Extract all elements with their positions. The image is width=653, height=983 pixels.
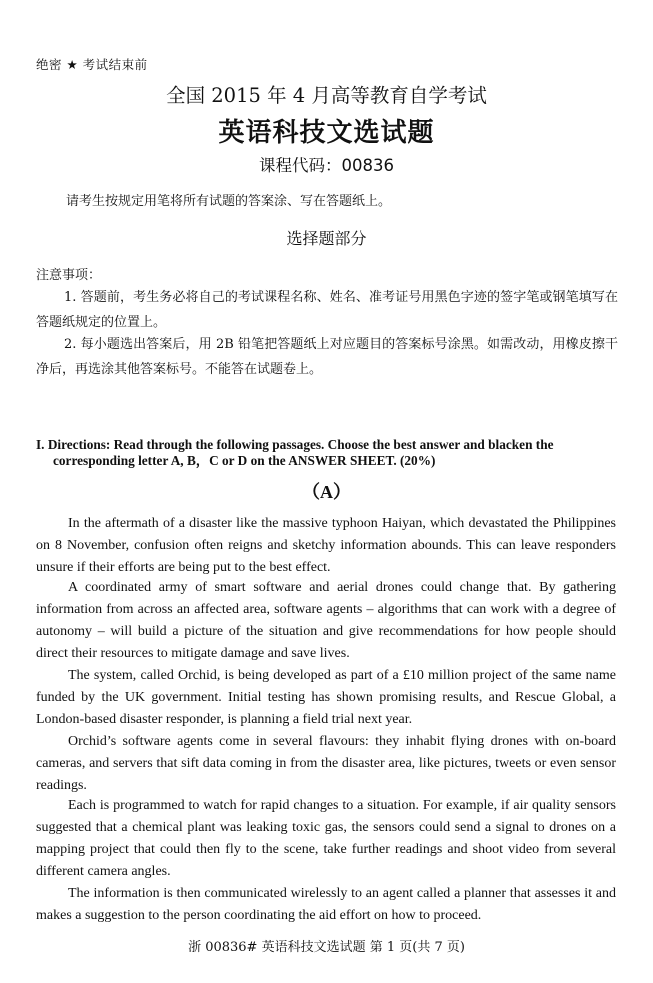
section-title: 选择题部分	[286, 229, 367, 248]
answer-instruction: 请考生按规定用笔将所有试题的答案涂、写在答题纸上。	[66, 194, 392, 209]
directions-line-2: corresponding letter A, B，C or D on the ANSWER SHEET. (20%)	[53, 453, 436, 468]
confidential-label: 绝密 ★ 考试结束前	[36, 57, 148, 72]
subject-title: 英语科技文选试题	[218, 118, 435, 148]
passage-label: （A）	[302, 482, 351, 502]
passage-paragraph-2: A coordinated army of smart software and aerial drones could change that. By gathering information from across an affected area, software agents – algorithms that can work with a degree of autonomy – will build a picture of the situation and give recommendations for how people should direct their resources to mitigate damage and save lives.	[36, 580, 616, 661]
directions	[36, 437, 626, 469]
passage-paragraph-1: In the aftermath of a disaster like the massive typhoon Haiyan, which devastated the Philippines on 8 November, confusion often reigns and sketchy information abounds. This can leave responders unsure if their efforts are being put to the best effect.	[36, 516, 616, 575]
passage-paragraph-3: The system, called Orchid, is being developed as part of a £10 million project of the same name funded by the UK government. Initial testing has shown promising results, and Rescue Global, a London-based disaster responder, is planning a field trial next year.	[36, 668, 616, 727]
passage-paragraph-5: Each is programmed to watch for rapid changes to a situation. For example, if air quality sensors suggested that a chemical plant was leaking toxic gas, the sensors could send a signal to drones on a mapping project that could then fly to the scene, take further readings and shoot video from several different camera angles.	[36, 798, 616, 879]
passage-paragraph-6: The information is then communicated wirelessly to an agent called a planner that assesses it and makes a suggestion to the person coordinating the aid effort on how to proceed.	[36, 886, 616, 923]
passage-paragraph-4: Orchid’s software agents come in several flavours: they inhabit flying drones with on-board cameras, and servers that sift data coming in from the disaster area, like pictures, tweets or even sensor readings.	[36, 734, 616, 793]
course-code: 课程代码：00836	[259, 156, 394, 175]
note-item-2: 2. 每小题选出答案后，用 2B 铅笔把答题纸上对应题目的答案标号涂黑。如需改动，用橡皮擦干净后，再选涂其他答案标号。不能答在试题卷上。	[36, 337, 618, 377]
exam-title: 全国 2015 年 4 月高等教育自学考试	[166, 84, 487, 107]
notes-heading: 注意事项：	[36, 268, 102, 283]
note-item-1: 1. 答题前，考生务必将自己的考试课程名称、姓名、准考证号用黑色字迹的签字笔或钢笔填写在答题纸规定的位置上。	[36, 290, 618, 330]
directions-line-1: I. Directions: Read through the following passages. Choose the best answer and blacken the	[36, 437, 554, 452]
page-footer: 浙 00836# 英语科技文选试题 第 1 页(共 7 页)	[188, 940, 465, 955]
